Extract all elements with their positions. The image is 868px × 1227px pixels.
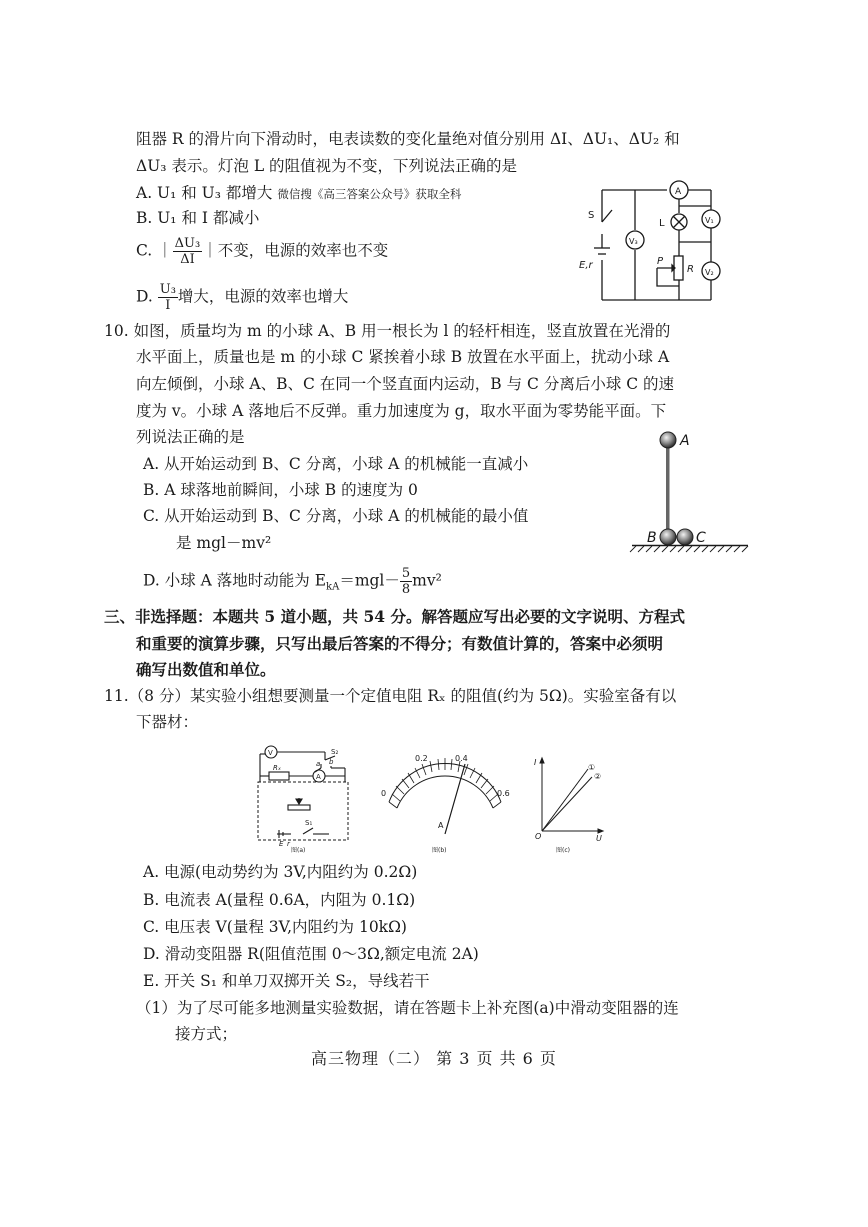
fig-b-tick-0-2: 0.2 [415,754,428,763]
fig-b-tick-0: 0 [381,789,387,798]
voltmeter-v1-label: V₁ [705,216,714,225]
fig-b-unit-label: A [438,821,444,830]
q10-line-2: 水平面上，质量也是 m 的小球 C 紧挨着小球 B 放置在水平面上，扰动小球 A [136,348,670,366]
fig-c-caption: 图(c) [556,847,570,854]
fraction-denominator: 8 [401,582,411,597]
fig-a-s1-label: S₁ [305,819,313,827]
q11-item-e: E. 开关 S₁ 和单刀双掷开关 S₂，导线若干 [143,972,430,990]
q10-line-5: 列说法正确的是 [136,428,245,446]
fig-a-voltmeter-label: V [268,749,273,757]
battery-label: E,r [579,260,593,271]
q11-item-a: A. 电源(电动势约为 3V,内阻约为 0.2Ω) [143,863,418,881]
fig-a-contact-b-label: b [329,758,334,766]
q11-line-2: 下器材： [136,713,199,731]
fraction-denominator: ΔI [180,252,195,267]
q10-option-c-line-2: 是 mgl－mv² [176,534,272,552]
fraction-numerator: U₃ [159,282,176,297]
q10-option-c-line-1: C. 从开始运动到 B、C 分离，小球 A 的机械能的最小值 [143,507,529,525]
q11-figure-b-ammeter-scale [375,756,515,856]
fig-b-pointer [445,764,465,834]
ball-a-label: A [680,433,690,449]
q9-option-c-fraction [173,236,203,267]
fig-c-x-label: U [596,834,602,843]
voltmeter-v3-label: V₃ [629,237,638,246]
ball-c-label: C [696,530,706,546]
section-3-heading-line-3: 确写出数值和单位。 [136,660,276,679]
q10-line-1: 10. 如图，质量均为 m 的小球 A、B 用一根长为 l 的轻杆相连，竖直放置在光滑的 [104,322,671,340]
q10-option-d-pre: D. 小球 A 落地时动能为 E [143,571,327,590]
q11-figure-a-circuit [255,742,355,854]
q11-item-d: D. 滑动变阻器 R(阻值范围 0～3Ω,额定电流 2A) [143,945,479,963]
q10-option-d-post: mv² [412,571,442,590]
q9-option-a-text: A. U₁ 和 U₃ 都增大 [136,184,273,202]
q10-option-d [143,566,442,599]
ammeter-label: A [675,187,682,197]
lamp-label: L [659,218,665,229]
q9-line-2: ΔU₃ 表示。灯泡 L 的阻值视为不变，下列说法正确的是 [136,157,518,175]
fig-a-e-label: E [279,840,284,848]
q11-item-b: B. 电流表 A(量程 0.6A，内阻为 0.1Ω) [143,891,416,909]
fig-b-tick-0-4: 0.4 [455,754,468,763]
switch-s-label: S [588,210,595,221]
q9-option-c-post: ｜不变，电源的效率也不变 [202,241,389,260]
fig-c-origin-label: O [535,832,542,841]
q9-option-c-pre: C. ｜ [136,241,173,260]
fig-a-s2-label: S₂ [331,748,339,756]
fig-b-tick-0-6: 0.6 [497,789,510,798]
section-3-heading-line-2: 和重要的演算步骤，只写出最后答案的不得分；有数值计算的，答案中必须明 [136,634,664,653]
q10-rod-balls-figure [630,428,755,558]
q11-item-c: C. 电压表 V(量程 3V,内阻约为 10kΩ) [143,918,407,936]
fig-a-contact-a-label: a [316,760,321,768]
q9-option-a [136,182,461,205]
fig-c-line-2-label: ② [594,772,602,781]
q9-option-b: B. U₁ 和 I 都减小 [136,209,260,227]
q11-line-1: 11.（8 分）某实验小组想要测量一个定值电阻 Rₓ 的阻值(约为 5Ω)。实验室备有以 [104,687,677,705]
q9-option-c [136,236,388,267]
q11-sub1-line-2: 接方式； [175,1025,238,1043]
q10-line-3: 向左倾倒，小球 A、B、C 在同一个竖直面内运动，B 与 C 分离后小球 C 的速 [136,375,675,393]
q10-option-d-sub: kA [326,581,340,593]
fraction-numerator: 5 [401,566,411,581]
voltmeter-v2-label: V₂ [705,268,714,277]
fig-c-y-label: I [534,758,537,767]
q11-figure-c-iu-graph [532,755,612,855]
fraction-numerator: ΔU₃ [174,236,201,251]
q9-option-d-post: 增大，电源的效率也增大 [177,287,349,306]
q10-option-b: B. A 球落地前瞬间，小球 B 的速度为 0 [143,481,418,499]
fraction-denominator: I [165,298,171,313]
fig-b-caption: 图(b) [432,847,447,854]
q9-option-d-pre: D. [136,287,153,306]
q9-option-d-fraction [158,282,178,313]
page-footer: 高三物理（二） 第 3 页 共 6 页 [311,1049,557,1068]
ball-b-label: B [647,530,657,546]
q11-sub1-line-1: （1）为了尽可能多地测量实验数据，请在答题卡上补充图(a)中滑动变阻器的连 [136,999,679,1017]
fig-a-ammeter-label: A [316,773,321,781]
fig-b-scale-ticks [389,758,501,808]
q10-line-4: 度为 v。小球 A 落地后不反弹。重力加速度为 g，取水平面为零势能平面。下 [136,402,667,420]
q9-line-1: 阻器 R 的滑片向下滑动时，电表读数的变化量绝对值分别用 ΔI、ΔU₁、ΔU₂ 和 [136,130,680,148]
q10-option-d-fraction [400,566,412,597]
fig-c-line-1-label: ① [588,763,596,772]
q9-option-d [136,282,348,313]
q10-option-d-mid: ＝mgl－ [339,571,400,590]
section-3-heading-line-1: 三、非选择题：本题共 5 道小题，共 54 分。解答题应写出必要的文字说明、方程式 [104,607,685,626]
q10-option-a: A. 从开始运动到 B、C 分离，小球 A 的机械能一直减小 [143,455,529,473]
fig-a-r-label: r [287,840,290,848]
watermark-text: 微信搜《高三答案公众号》获取全科 [277,187,462,201]
slider-p-label: P [657,256,664,267]
fig-a-caption: 图(a) [291,847,306,854]
fig-a-rx-label: Rₓ [273,764,281,772]
rheostat-r-label: R [687,264,694,275]
q9-circuit-diagram [575,180,725,305]
